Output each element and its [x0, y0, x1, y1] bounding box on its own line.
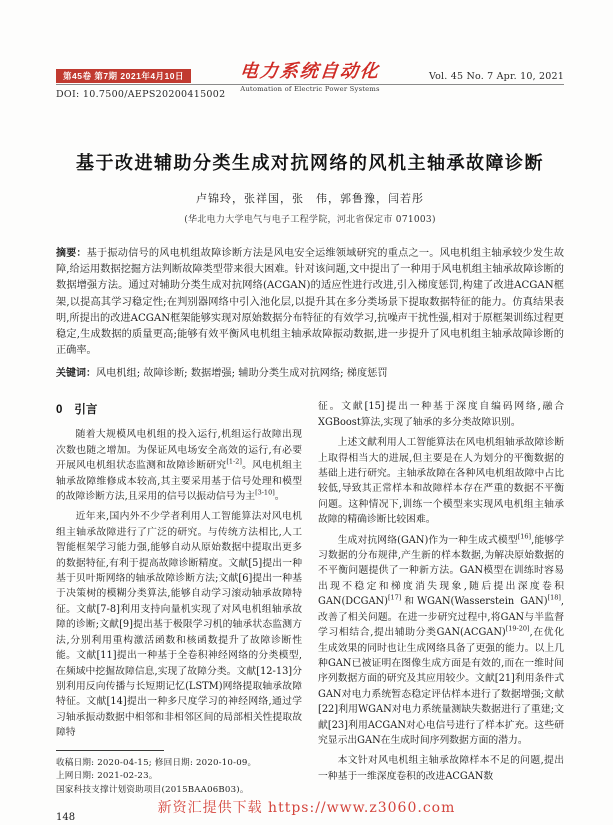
volume-info: Vol. 45 No. 7 Apr. 10, 2021 [428, 71, 564, 82]
doi-text: DOI: 10.7500/AEPS20200415002 [56, 89, 226, 100]
section-number: 0 [56, 404, 63, 417]
keywords-label: 关键词： [56, 368, 96, 380]
footnote-received-date: 收稿日期: 2020-04-15; 修回日期: 2020-10-09。 [56, 757, 257, 768]
journal-name-chinese: 电力系统自动化 [238, 61, 382, 82]
journal-name-english: Automation of Electric Power Systems [240, 85, 380, 93]
paragraph: 随着大规模风电机组的投入运行,机组运行故障出现次数也随之增加。为保证风电场安全高效的运行,有必要开展风电机组状态监测和故障诊断研究[1-2]。风电机组主轴承故障维修成本较高,其主要采用基于信号处理和模型的故障诊断方法,且采用的信号以振动信号为主[3-10]。 [56, 429, 303, 503]
footnote-funding: 国家科技支撑计划资助项目(2015BAA06B03)。 [56, 785, 249, 796]
footnote-block [56, 750, 302, 798]
keywords-text: 风电机组; 故障诊断; 数据增强; 辅助分类生成对抗网络; 梯度惩罚 [96, 368, 388, 380]
paragraph-continuation: 征。文献[15]提出一种基于深度自编码网络,融合XGBoost算法,实现了轴承的多分类故障识别。 [318, 401, 564, 428]
journal-logo [220, 61, 400, 93]
abstract-text: 基于振动信号的风电机组故障诊断方法是风电安全运维领域研究的重点之一。风电机组主轴承较少发生故障,给运用数据挖掘方法判断故障类型带来很大困难。针对该问题,文中提出了一种用于风电机组主轴承故障诊断的数据增强方法。通过对辅助分类生成对抗网络(ACGAN)的适应性进行改进,引入梯度惩罚,构建了改进ACGAN框架,以提高其学习稳定性;在判别器网络中引入池化层,以提升其在多分类场景下提取数据特征的能力。仿真结果表明,所提出的改进ACGAN框架能够实现对原始数据分布特征的有效学习,抗噪声干扰性强,相对于原框架训练过程更稳定,生成数据的质量更高;能够有效平衡风电机组主轴承故障振动数据,进一步提升了风电机组主轴承故障诊断的正确率。 [56, 248, 565, 357]
abstract-section [56, 246, 564, 359]
paragraph: 生成对抗网络(GAN)作为一种生成式模型[16],能够学习数据的分布规律,产生新的样本数据,为解决原始数据的不平衡问题提供了一种新方法。GAN模型在训练时容易出现不稳定和梯度消失现象,随后提出深度卷积GAN(DCGAN)[17]和WGAN(Wasserstein GAN)[18],改善了相关问题。在进一步研究过程中,将GAN与半监督学习相结合,提出辅助分类GAN(ACGAN)[19-20],在优化生成效果的同时也让生成网络具备了更强的能力。以上几种GAN已被证明在图像生成方面是有效的,而在一维时间序列数据方面的研究及其应用较少。文献[21]利用条件式GAN对电力系统暂态稳定评估样本进行了数据增强;文献[22]利用WGAN对电力系统量测缺失数据进行了重建;文献[23]利用ACGAN对心电信号进行了样本扩充。这些研究显示出GAN在生成时间序列数据方面的潜力。 [318, 532, 564, 746]
issue-info-badge: 第45卷 第7期 2021年4月10日 [56, 69, 191, 83]
footnote-separator [56, 750, 164, 751]
masthead [56, 61, 564, 103]
keywords-section [56, 366, 564, 382]
abstract-label: 摘要： [56, 248, 87, 259]
watermark-text: 新资汇提供下载 https://www.z3060.com [157, 800, 456, 816]
body-columns [56, 399, 564, 823]
right-column [318, 399, 564, 823]
footnote-online-date: 上网日期: 2021-02-23。 [56, 771, 158, 782]
authors-line: 卢锦玲，张祥国，张 伟，郭鲁豫，闫若彤 [196, 192, 424, 205]
paper-title: 基于改进辅助分类生成对抗网络的风机主轴承故障诊断 [76, 153, 544, 173]
page-content [56, 0, 564, 823]
left-column [56, 399, 302, 823]
paragraph: 上述文献利用人工智能算法在风电机组轴承故障诊断上取得相当大的进展,但主要是在人为划分的平衡数据的基础上进行研究。主轴承故障在各种风电机组故障中占比较低,导致其正常样本和故障样本存在严重的数据不平衡问题。这种情况下,训练一个模型来实现风电机组主轴承故障的精确诊断比较困难。 [318, 437, 564, 526]
paragraph: 本文针对风电机组主轴承故障样本不足的问题,提出一种基于一维深度卷积的改进ACGAN数 [318, 755, 564, 782]
affiliation-line: (华北电力大学电气与电子工程学院，河北省保定市 071003) [184, 215, 436, 225]
section-title: 引言 [74, 404, 98, 417]
page-number: 148 [56, 811, 76, 823]
paragraph: 近年来,国内外不少学者利用人工智能算法对风电机组主轴承故障进行了广泛的研究。与传统方法相比,人工智能框架学习能力强,能够自动从原始数据中提取出更多的数据特征,有利于提高故障诊断精度。文献[5]提出一种基于贝叶斯网络的轴承故障诊断方法;文献[6]提出一种基于决策树的模糊分类算法,能够自动学习滚动轴承故障特征。文献[7-8]利用支持向量机实现了对风电机组轴承故障的诊断;文献[9]提出基于极限学习机的轴承状态监测方法,分别利用重构激活函数和核函数提升了故障诊断性能。文献[11]提出一种基于全卷积神经网络的分类模型,在频域中挖掘故障信息,实现了故障分类。文献[12-13]分别利用反向传播与长短期记忆(LSTM)网络提取轴承故障特征。文献[14]提出一种多尺度学习的神经网络,通过学习轴承振动数据中相邻和非相邻区间的局部相关性提取故障特 [56, 511, 302, 739]
section-heading [56, 401, 302, 417]
